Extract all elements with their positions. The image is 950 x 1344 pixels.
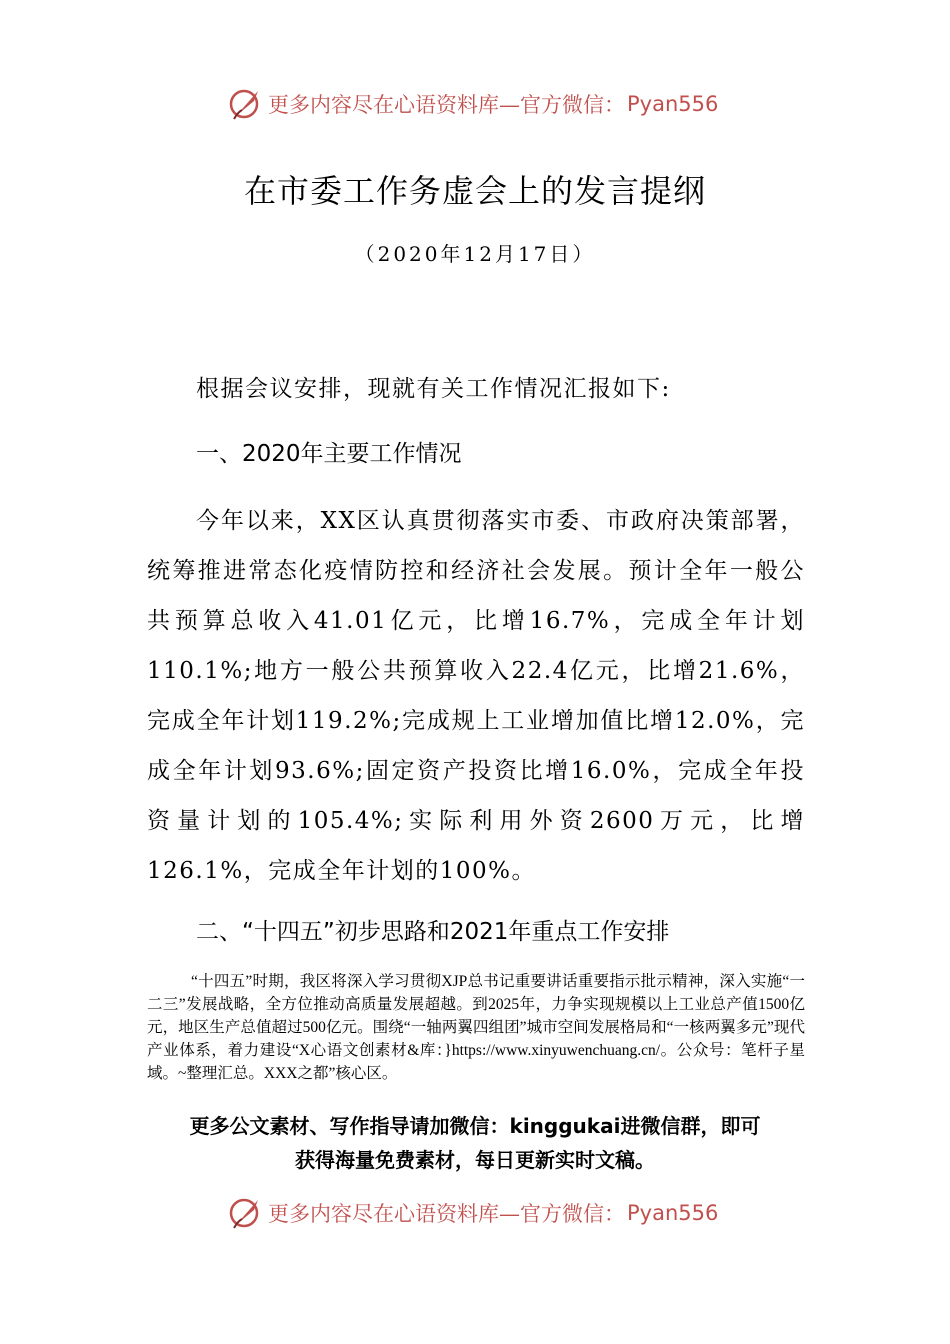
promo-line-2: 获得海量免费素材，每日更新实时文稿。 — [295, 1148, 655, 1172]
section-1-body: 今年以来，XX区认真贯彻落实市委、市政府决策部署，统筹推进常态化疫情防控和经济社会发展。预计全年一般公共预算总收入41.01亿元，比增16.7%，完成全年计划110.1%;地方一般公共预算收入22.4亿元，比增21.6%，完成全年计划119.2%;完成规上工业增加值比增12.0%，完成全年计划93.6%;固定资产投资比增16.0%，完成全年投资量计划的105.4%;实际利用外资2600万元，比增126.1%，完成全年计划的100%。 — [147, 508, 805, 884]
section-2-heading: 二、“十四五”初步思路和2021年重点工作安排 — [196, 919, 670, 945]
section-2-body: “十四五”时期，我区将深入学习贯彻XJP总书记重要讲话重要指示批示精神，深入实施“一二三”发展战略，全方位推动高质量发展超越。到2025年，力争实现规模以上工业总产值1500亿元，地区生产总值超过500亿元。围绕“一轴两翼四组团”城市空间发展格局和“一核两翼多元”现代产业体系，着力建设“X心语文创素材&库：}https://www.xinyuwenchuang.cn/。公众号：笔杆子星域。~整理汇总。XXX之都”核心区。 — [147, 973, 805, 1082]
watermark-wechat: Pyan556 — [627, 1201, 719, 1225]
document-date: （2020年12月17日） — [354, 242, 596, 266]
promo-line-1: 更多公文素材、写作指导请加微信：kinggukai进微信群，即可 — [189, 1114, 761, 1138]
document-title: 在市委工作务虚会上的发言提纲 — [243, 172, 706, 210]
quill-pen-logo-icon — [228, 1195, 264, 1231]
watermark-wechat: Pyan556 — [627, 92, 719, 116]
watermark-footer — [228, 1193, 718, 1233]
section-1-heading: 一、2020年主要工作情况 — [196, 441, 462, 467]
watermark-header — [228, 84, 718, 124]
watermark-text: 更多内容尽在心语资料库—官方微信： — [268, 93, 625, 117]
watermark-text: 更多内容尽在心语资料库—官方微信： — [268, 1202, 625, 1226]
intro-paragraph: 根据会议安排，现就有关工作情况汇报如下: — [196, 376, 671, 402]
quill-pen-logo-icon — [228, 86, 264, 122]
